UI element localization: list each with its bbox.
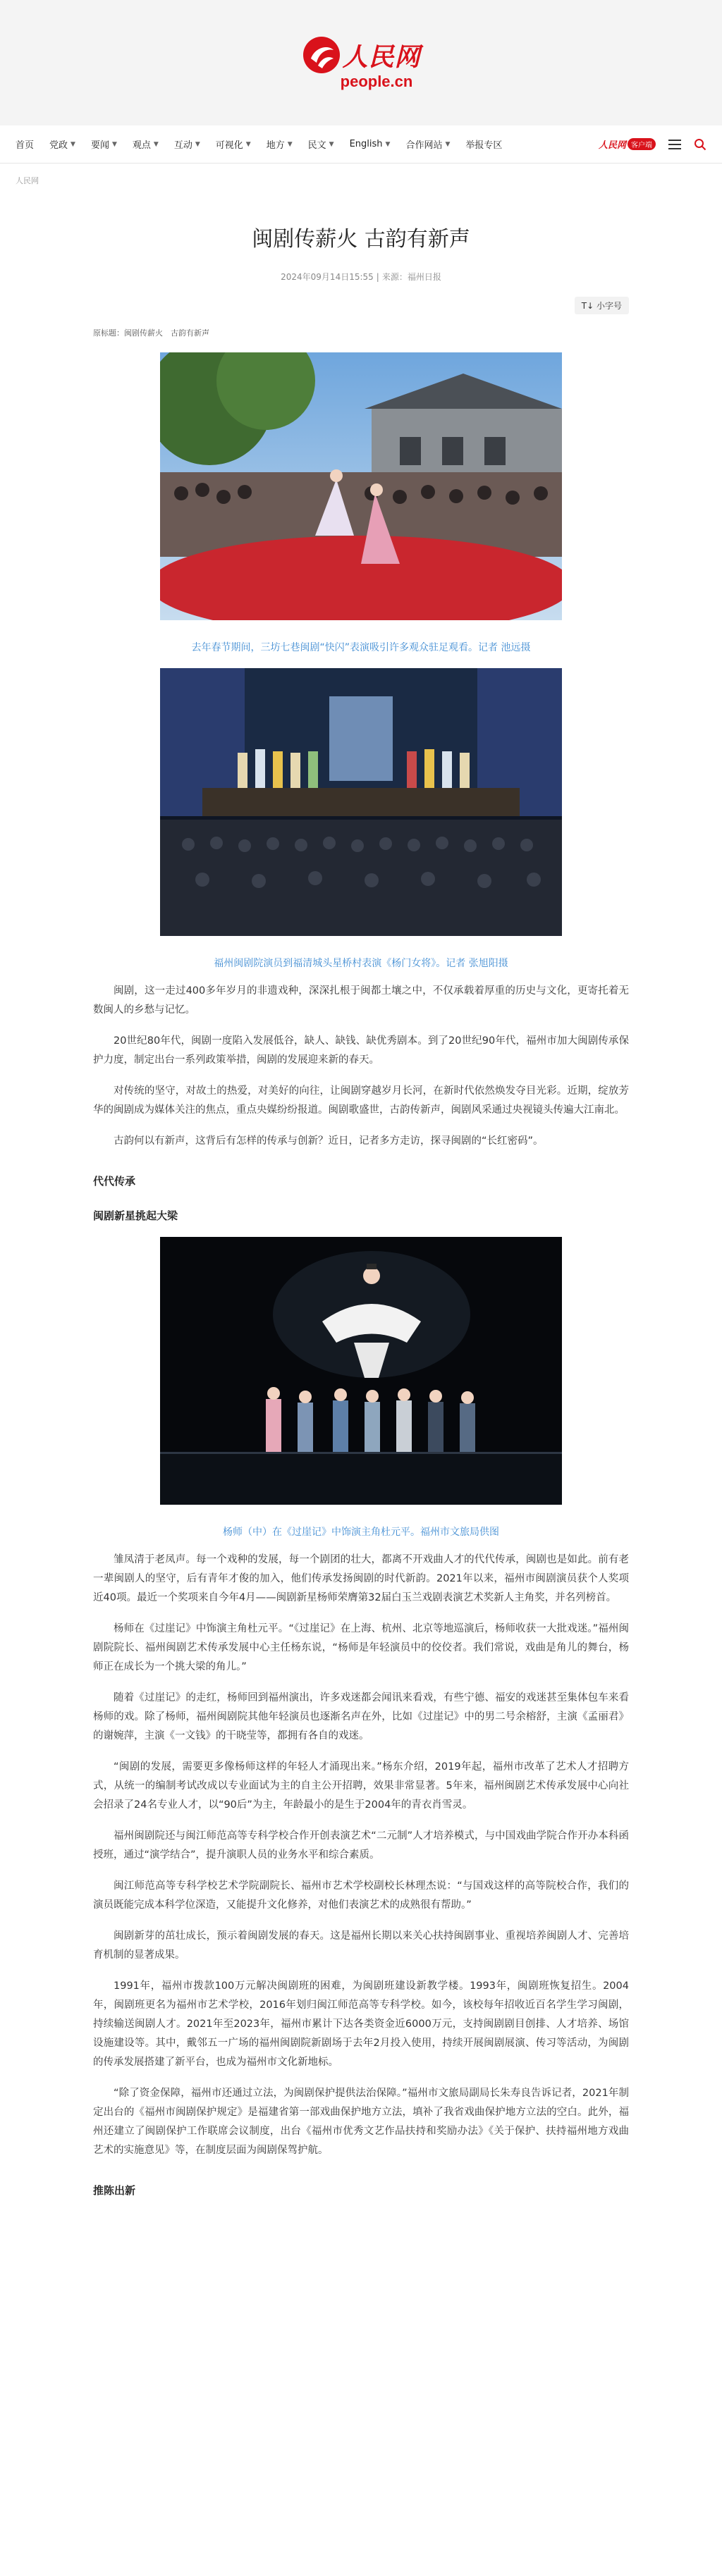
photo-flashmob-performance	[160, 352, 562, 620]
article-paragraph: 杨师在《过崖记》中饰演主角杜元平。“《过崖记》在上海、杭州、北京等地巡演后，杨师收获一大批戏迷。”福州闽剧院院长、福州闽剧艺术传承发展中心主任杨东说，“杨师是年轻演员中的佼佼者。我们常说，戏曲是角儿的舞台，杨师正在成长为一个挑大梁的角儿。”	[93, 1623, 629, 1672]
chevron-down-icon: ▼	[445, 140, 451, 148]
article-figure	[93, 1237, 629, 1539]
article-paragraph: 1991年，福州市拨款100万元解决闽剧班的困难，为闽剧班建设新教学楼。1993年，闽剧班恢复招生。2004年，闽剧班更名为福州市艺术学校，2016年划归闽江师范高等专科学校。如今，该校每年招收近百名学生学习闽剧，持续输送闽剧人才。2021年至2023年，福州市累计下达各类资金近6000万元，支持闽剧剧目创排、人才培养、场馆设施建设等。其中，戴邻五一广场的福州闽剧院新剧场于去年2月投入使用，持续开展闽剧展演、传习等活动，为闽剧的传承发展搭建了新平台，也成为福州市文化新地标。	[93, 1980, 629, 2068]
article-meta: 2024年09月14日15:55 | 来源：福州日报	[281, 272, 441, 282]
nav-item-party[interactable]	[49, 137, 75, 151]
logo-chinese-text: 人民网	[342, 42, 421, 72]
nav-item-partners[interactable]	[405, 137, 450, 151]
article-paragraph: 随着《过崖记》的走红，杨师回到福州演出，许多戏迷都会闻讯来看戏，有些宁德、福安的戏迷甚至集体包车来看杨师的戏。除了杨师，福州闽剧院其他年轻演员也逐渐名声在外，比如《过崖记》中的男二号余榕舒，主演《孟丽君》的谢婉萍，主演《一文钱》的干晓莹等，都拥有各自的戏迷。	[93, 1692, 629, 1742]
site-logo[interactable]	[301, 35, 420, 91]
article-paragraph: 雏凤清于老凤声。每一个戏种的发展，每一个剧团的壮大，都离不开戏曲人才的代代传承，闽剧也是如此。前有老一辈闽剧人的坚守，后有青年才俊的加入，他们传承发扬闽剧的时代新韵。2021年以来，福州市闽剧演员获个人奖项近40项。最近一个奖项来自今年4月——闽剧新星杨师荣膺第32届白玉兰戏剧表演艺术奖新人主角奖，并名列榜首。	[93, 1554, 629, 1603]
nav-label: 党政	[49, 140, 68, 151]
article-figure	[93, 352, 629, 654]
figure-caption: 福州闽剧院演员到福清城头星桥村表演《杨门女将》。记者 张旭阳摄	[214, 958, 508, 969]
nav-label: 互动	[173, 140, 192, 151]
article-paragraph: 古韵何以有新声，这背后有怎样的传承与创新？近日，记者多方走访，探寻闽剧的“长红密码”。	[114, 1135, 544, 1147]
nav-label: 观点	[132, 140, 151, 151]
nav-label: English	[349, 139, 383, 149]
article-paragraph: 闽剧新芽的茁壮成长，预示着闽剧发展的春天。这是福州长期以来关心扶持闽剧事业、重视培养闽剧人才、完善培育机制的显著成果。	[93, 1930, 629, 1961]
photo-guoyaji-performance	[160, 1237, 562, 1505]
font-size-toggle-button[interactable]: T↓ 小字号	[575, 297, 629, 314]
main-nav	[0, 125, 722, 164]
nav-item-home[interactable]	[16, 137, 34, 151]
breadcrumb[interactable]: 人民网	[16, 176, 39, 185]
nav-label: 举报专区	[465, 140, 503, 151]
masthead	[0, 0, 722, 125]
nav-item-interact[interactable]	[174, 137, 200, 151]
article-paragraph: 闽剧，这一走过400多年岁月的非遗戏种，深深扎根于闽都土壤之中，不仅承载着厚重的历史与文化，更寄托着无数闽人的乡愁与记忆。	[93, 985, 629, 1016]
chevron-down-icon: ▼	[329, 140, 334, 148]
chevron-down-icon: ▼	[195, 140, 200, 148]
article-paragraph: 20世纪80年代，闽剧一度陷入发展低谷，缺人、缺钱、缺优秀剧本。到了20世纪90年代，福州市加大闽剧传承保护力度，制定出台一系列政策举措，闽剧的发展迎来新的春天。	[93, 1035, 629, 1066]
chevron-down-icon: ▼	[153, 140, 159, 148]
nav-item-opinion[interactable]	[133, 137, 159, 151]
nav-item-local[interactable]	[267, 137, 293, 151]
article-paragraph: 闽江师范高等专科学校艺术学院副院长、福州市艺术学校副校长林理杰说：“与国戏这样的高等院校合作，我们的演员既能完成本科学位深造，又能提升文化修养，对他们表演艺术的成熟很有帮助。”	[93, 1880, 629, 1911]
chevron-down-icon: ▼	[287, 140, 293, 148]
article-paragraph: “除了资金保障，福州市还通过立法，为闽剧保护提供法治保障。”福州市文旅局副局长朱寿良告诉记者，2021年制定出台的《福州市闽剧保护规定》是福建省第一部戏曲保护地方立法，填补了我省戏曲保护地方立法的空白。此外，福州还建立了闽剧保护工作联席会议制度，出台《福州市优秀文艺作品扶持和奖励办法》《关于保护、扶持福州地方戏曲艺术的实施意见》等，在制度层面为闽剧保驾护航。	[93, 2088, 629, 2156]
chevron-down-icon: ▼	[245, 140, 251, 148]
app-pill: 客户端	[628, 138, 656, 150]
nav-item-visual[interactable]	[216, 137, 251, 151]
nav-label: 可视化	[215, 140, 243, 151]
article-title: 闽剧传薪火 古韵有新声	[252, 227, 470, 252]
article-paragraph: 福州闽剧院还与闽江师范高等专科学校合作开创表演艺术“二元制”人才培养模式，与中国戏曲学院合作开办本科函授班，通过“演学结合”，提升演职人员的业务水平和综合素质。	[93, 1830, 629, 1861]
photo-village-stage-performance	[160, 668, 562, 936]
logo-english-text: people.cn	[340, 73, 413, 90]
section-subheading: 闽剧新星挑起大梁	[93, 1209, 178, 1222]
chevron-down-icon: ▼	[111, 140, 117, 148]
nav-item-news[interactable]	[91, 137, 117, 151]
original-title: 原标题：闽剧传薪火 古韵有新声	[93, 328, 209, 338]
publish-date: 2024年09月14日15:55	[281, 272, 374, 282]
article	[93, 221, 629, 2198]
app-brand-text: 人民网	[598, 140, 626, 151]
hamburger-menu-icon[interactable]	[668, 140, 681, 149]
people-logo-icon	[301, 35, 342, 75]
nav-item-report[interactable]	[465, 137, 502, 151]
search-icon[interactable]	[694, 138, 706, 151]
nav-label: 要闻	[90, 140, 109, 151]
source-label: 来源：	[381, 272, 408, 282]
nav-item-ethnic[interactable]	[308, 137, 334, 151]
article-figure	[93, 668, 629, 970]
article-paragraph: “闽剧的发展，需要更多像杨师这样的年轻人才涌现出来。”杨东介绍，2019年起，福州市改革了艺术人才招聘方式，从统一的编制考试改成以专业面试为主的自主公开招聘，效果非常显著。5年来，福州闽剧艺术传承发展中心向社会招录了24名专业人才，以“90后”为主，年龄最小的是生于2004年的青衣肖雪灵。	[93, 1761, 629, 1811]
nav-label: 地方	[266, 140, 285, 151]
section-heading: 推陈出新	[93, 2184, 136, 2197]
chevron-down-icon: ▼	[385, 140, 391, 148]
nav-item-english[interactable]	[350, 139, 391, 149]
chevron-down-icon: ▼	[71, 140, 75, 148]
section-heading: 代代传承	[93, 1175, 136, 1188]
source-link[interactable]: 福州日报	[407, 272, 441, 282]
nav-label: 合作网站	[405, 140, 443, 151]
app-download-link[interactable]	[599, 137, 656, 151]
article-paragraph: 对传统的坚守，对故土的热爱，对美好的向往，让闽剧穿越岁月长河，在新时代依然焕发夺目光彩。近期，绽放芳华的闽剧成为媒体关注的焦点，重点央媒纷纷报道。闽剧歌盛世，古韵传新声，闽剧风采通过央视镜头传遍大江南北。	[93, 1085, 629, 1116]
nav-label: 首页	[16, 140, 35, 151]
figure-caption: 杨师（中）在《过崖记》中饰演主角杜元平。福州市文旅局供图	[223, 1527, 499, 1538]
figure-caption: 去年春节期间，三坊七巷闽剧“快闪”表演吸引许多观众驻足观看。记者 池远摄	[191, 642, 531, 653]
nav-label: 民文	[307, 140, 326, 151]
